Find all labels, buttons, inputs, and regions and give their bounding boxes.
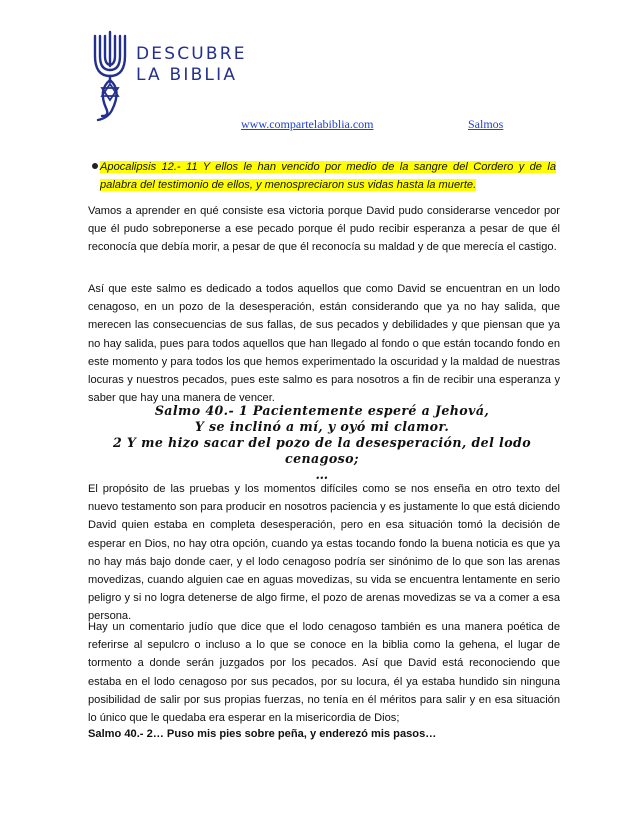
bullet-marker (92, 163, 98, 169)
paragraph-2: Así que este salmo es dedicado a todos aquellos que como David se encuentran en un lodo cenagoso, en un pozo de la desesperación, están considerando que ya no hay salida, que merecen las consecuencias de sus fallas, de sus pecados y debilidades y que piensan que ya no hay salida, pues para todos aquellos que han llegado al fondo o que están tocando fondo en este momento y para todos los que hemos experimentado la oscuridad y la maldad de nuestras locuras y nuestros pecados, pues este salmo es para nosotros a fin de recibir una esperanza y saber que hay una manera de vencer. (88, 283, 560, 405)
paragraph-5: Salmo 40.- 2… Puso mis pies sobre peña, y enderezó mis pasos… (88, 728, 437, 740)
verse-line-2: Y se inclinó a mí, y oyó mi clamor. (194, 419, 450, 434)
site-link[interactable]: www.compartelabiblia.com (241, 117, 374, 131)
section-link[interactable]: Salmos (468, 117, 504, 131)
logo-line-1: DESCUBRE (136, 44, 247, 64)
paragraph-1: Vamos a aprender en qué consiste esa victoria porque David pudo considerarse vencedor por que él pudo sobreponerse a ese pecado porque él pudo recibir esperanza a pesar de que él reconocía que debía morir, a pesar de que él reconocía su maldad y de que merecía el castigo. (88, 205, 560, 254)
verse-block (80, 403, 564, 483)
verse-line-1: Salmo 40.- 1 Pacientemente esperé a Jehová, (154, 403, 490, 418)
verse-line-3: 2 Y me hizo sacar del pozo de la desesperación, del lodo cenagoso; (112, 435, 532, 466)
menorah-star-fish-icon (86, 24, 134, 124)
header-links (0, 117, 638, 133)
bullet-quote (100, 158, 556, 194)
verse-line-4: … (315, 467, 329, 482)
logo-wordmark (136, 44, 247, 86)
paragraph-4: Hay un comentario judío que dice que el lodo cenagoso también es una manera poética de referirse al sepulcro o incluso a lo que se conoce en la biblia como la gehena, el lugar de tormento a donde serán juzgados por los pecados. Así que David está reconociendo que estaba en el lodo cenagoso por sus pecados, por su locura, él ya estaba hundido sin ninguna posibilidad de salir por sus propias fuerzas, no tenía en él méritos para salir y en esa situación lo único que le quedaba era esperar en la misericordia de Dios; (88, 621, 560, 725)
highlighted-quote (100, 158, 556, 194)
logo (86, 24, 246, 124)
quote-text: Apocalipsis 12.- 11 Y ellos le han vencido por medio de la sangre del Cordero y de la palabra del testimonio de ellos, y menospreciaron sus vidas hasta la muerte. (100, 161, 556, 191)
paragraph-3: El propósito de las pruebas y los momentos difíciles como se nos enseña en otro texto del nuevo testamento son para producir en nosotros paciencia y es justamente lo que está diciendo David quien estaba en completa desesperación, pero en esa situación tomó la decisión de esperar en Dios, no hay otra opción, cuando ya estas tocando fondo la buena noticia es que ya no hay más bajo donde caer, y el lodo cenagoso podría ser sinónimo de lo que son las arenas movedizas, cuando alguien cae en aguas movedizas, su vida se encuentra lentamente en serio peligro y si no logra detenerse de algo firme, el pozo de arenas movedizas se va a comer a esa persona. (88, 483, 560, 623)
logo-line-2: LA BIBLIA (136, 65, 238, 85)
